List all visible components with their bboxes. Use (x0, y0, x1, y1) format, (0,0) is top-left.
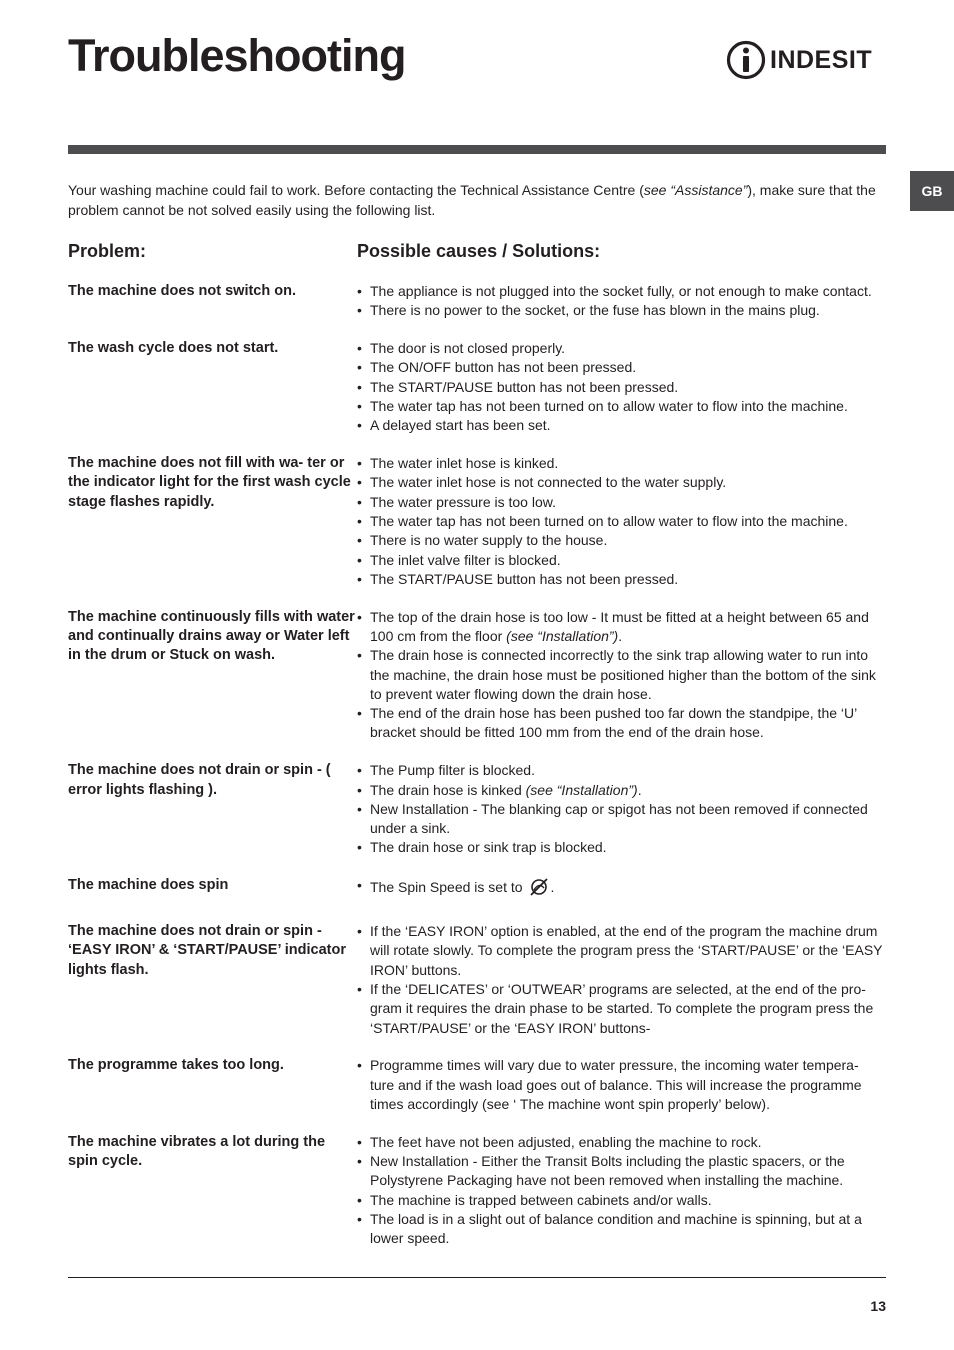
cause-item (357, 493, 886, 512)
causes-list (357, 339, 886, 435)
troubleshooting-table (68, 282, 886, 1267)
cause-item (357, 1191, 886, 1210)
language-tab: GB (910, 171, 954, 211)
problem-text: The machine does spin (68, 877, 229, 894)
cause-text: The drain hose or sink trap is blocked. (370, 839, 607, 856)
cause-text: A delayed start has been set. (370, 417, 551, 434)
cause-text: The inlet valve filter is blocked. (370, 551, 561, 568)
cause-text: The water inlet hose is not connected to the water supply. (370, 474, 727, 491)
cause-reference: (see “Installation”) (506, 627, 619, 644)
intro-text-end: ), make sure that the problem cannot be not solved easily using the following list. (68, 182, 876, 218)
table-row (68, 339, 886, 435)
cause-text: The START/PAUSE button has not been pressed. (370, 570, 679, 587)
intro-text (68, 180, 886, 220)
cause-item (357, 397, 886, 416)
cause-item (357, 608, 886, 647)
table-row (68, 608, 886, 743)
problem-text: The machine does not switch on. (68, 283, 296, 299)
causes-list (357, 876, 886, 903)
causes-list (357, 761, 886, 857)
table-row (68, 761, 886, 857)
cause-item (357, 473, 886, 492)
page-title: Troubleshooting (68, 30, 406, 81)
header-divider (68, 145, 886, 154)
cause-item (357, 1133, 886, 1152)
cause-reference: (see “Installation”) (525, 781, 638, 798)
cause-text: The load is in a slight out of balance condition and machine is spinning, but at a lower speed. (370, 1210, 862, 1247)
cause-text: The appliance is not plugged into the socket fully, or not enough to make contact. (370, 283, 872, 299)
cause-item (357, 922, 886, 980)
problem-text: The wash cycle does not start. (68, 340, 279, 357)
table-row (68, 282, 886, 321)
problem-text: The machine does not drain or spin - ‘EASY IRON’ & ‘START/PAUSE’ indicator lights flash. (68, 923, 346, 978)
cause-text: The top of the drain hose is too low - It must be fitted at a height between 65 and 100 cm from the floor (370, 608, 869, 644)
cause-text: If the ‘EASY IRON’ option is enabled, at the end of the program the machine drum will rotate slowly. To complete the program press the ‘START/PAUSE’ or the ‘EASY IRON’ buttons. (370, 923, 883, 978)
table-row (68, 1133, 886, 1249)
indesit-logo-icon (726, 40, 766, 80)
cause-text: There is no water supply to the house. (370, 532, 608, 549)
cause-item (357, 454, 886, 473)
cause-item (357, 838, 886, 857)
intro-text-start: Your washing machine could fail to work. Before contacting the Technical Assistance Centre ( (68, 182, 644, 198)
problem-column-heading: Problem: (68, 241, 147, 261)
cause-text: The water pressure is too low. (370, 493, 556, 510)
cause-item (357, 512, 886, 531)
causes-list (357, 608, 886, 743)
table-row (68, 922, 886, 1038)
cause-item (357, 761, 886, 780)
cause-text: The ON/OFF button has not been pressed. (370, 359, 637, 376)
cause-text: The end of the drain hose has been pushed too far down the standpipe, the ‘U’ bracket should be fitted 100 mm from the end of the drain hose. (370, 705, 857, 741)
cause-item (357, 339, 886, 358)
cause-item (357, 1152, 886, 1191)
cause-item (357, 1056, 886, 1114)
cause-item (357, 282, 886, 301)
no-spin-icon (528, 876, 550, 903)
cause-text: The door is not closed properly. (370, 340, 566, 357)
problem-text: The programme takes too long. (68, 1057, 284, 1074)
cause-item (357, 1210, 886, 1249)
cause-text: The START/PAUSE button has not been pressed. (370, 378, 679, 395)
cause-text-end: . (637, 781, 642, 798)
cause-text-end: . (550, 879, 555, 896)
cause-item (357, 301, 886, 320)
cause-text: New Installation - The blanking cap or spigot has not been removed if connected under a sink. (370, 800, 868, 837)
causes-column-heading: Possible causes / Solutions: (357, 241, 601, 261)
causes-list (357, 282, 886, 321)
cause-item (357, 358, 886, 377)
table-row (68, 876, 886, 903)
problem-text: The machine vibrates a lot during the spin cycle. (68, 1133, 326, 1169)
causes-list (357, 1056, 886, 1114)
cause-text: The water inlet hose is kinked. (370, 455, 559, 472)
cause-text: The Spin Speed is set to (370, 879, 527, 896)
cause-item (357, 704, 886, 743)
cause-item (357, 876, 886, 903)
cause-item (357, 531, 886, 550)
indesit-logo (726, 40, 872, 80)
brand-name: INDESIT (770, 45, 873, 74)
table-row (68, 1056, 886, 1114)
problem-text: The machine does not drain or spin - ( error lights flashing ). (68, 762, 331, 798)
causes-list (357, 1133, 886, 1249)
cause-text: New Installation - Either the Transit Bolts including the plastic spacers, or the Polystyrene Packaging have not been removed when installing the machine. (370, 1152, 845, 1189)
problem-text: The machine continuously fills with water and continually drains away or Water left in the drum or Stuck on wash. (68, 608, 355, 664)
cause-item (357, 980, 886, 1038)
intro-reference: see “Assistance” (643, 182, 748, 198)
cause-text: The drain hose is connected incorrectly to the sink trap allowing water to run into the machine, the drain hose must be positioned higher than the bottom of the sink to prevent water flowing down the drain hose. (370, 647, 876, 702)
cause-item (357, 551, 886, 570)
cause-item (357, 570, 886, 589)
cause-text: The water tap has not been turned on to allow water to flow into the machine. (370, 397, 848, 414)
table-row (68, 454, 886, 589)
cause-text: The machine is trapped between cabinets and/or walls. (370, 1191, 712, 1208)
cause-text: There is no power to the socket, or the fuse has blown in the mains plug. (370, 302, 820, 319)
cause-text: Programme times will vary due to water pressure, the incoming water tempera- ture and if the wash load goes out of balance. This will increase the programme times accordingly (see ‘ The machine wont spin properly’ below). (370, 1057, 862, 1112)
cause-item (357, 416, 886, 435)
cause-item (357, 800, 886, 839)
page-number: 13 (870, 1298, 886, 1314)
cause-text: The Pump filter is blocked. (370, 762, 535, 779)
cause-text: The water tap has not been turned on to allow water to flow into the machine. (370, 512, 848, 529)
cause-text: The drain hose is kinked (370, 781, 526, 798)
causes-list (357, 922, 886, 1038)
problem-text: The machine does not fill with wa- ter or the indicator light for the first wash cycle stage flashes rapidly. (68, 455, 351, 510)
cause-item (357, 781, 886, 800)
cause-item (357, 646, 886, 704)
causes-list (357, 454, 886, 589)
footer-divider (68, 1277, 886, 1278)
cause-item (357, 378, 886, 397)
cause-text: The feet have not been adjusted, enabling the machine to rock. (370, 1133, 762, 1150)
cause-text: If the ‘DELICATES’ or ‘OUTWEAR’ programs are selected, at the end of the pro- gram it requires the drain phase to be started. To complete the program press the ‘START/PAUSE’ or the ‘EASY IRON’ buttons- (370, 980, 874, 1036)
cause-text-end: . (618, 627, 623, 644)
